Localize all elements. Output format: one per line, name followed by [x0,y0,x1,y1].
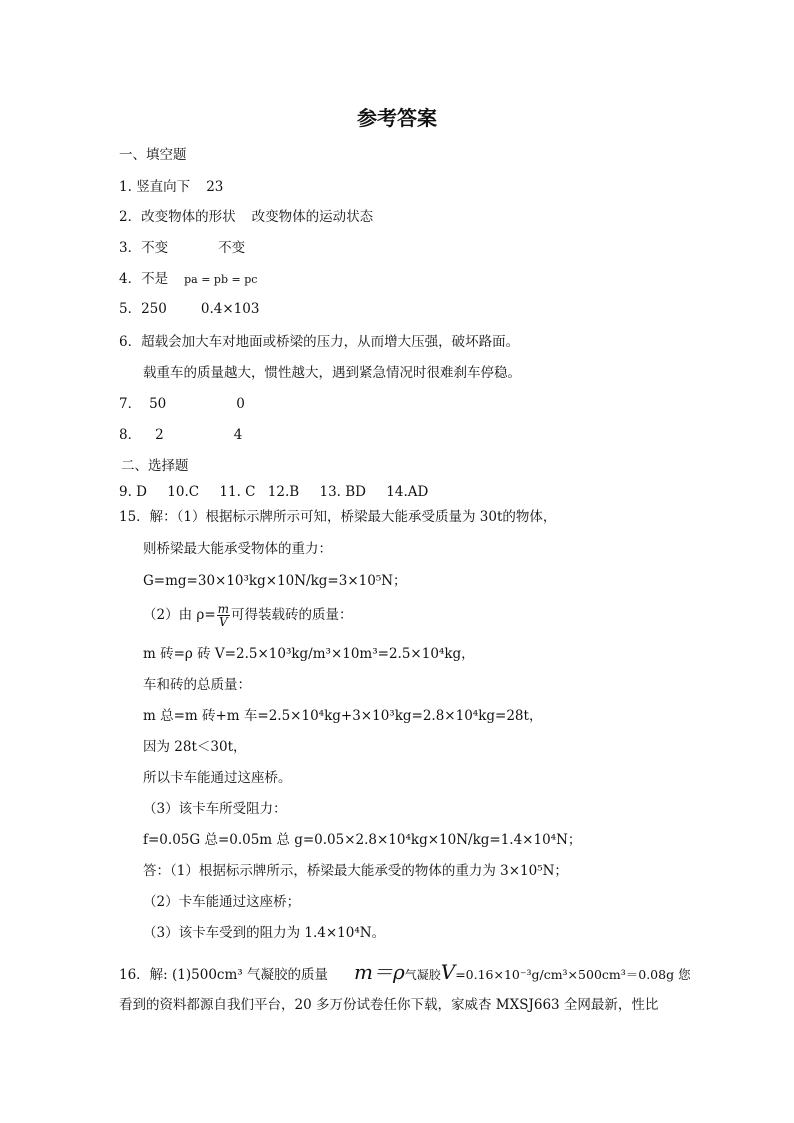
q15-line-7: m 总=m 砖+m 车=2.5×10⁴kg+3×10³kg=2.8×10⁴kg=28t， [143,708,543,724]
q15-line-10: （3）该卡车所受阻力： [143,801,287,817]
q15-line-9: 所以卡车能通过这座桥。 [143,770,292,786]
page-title: 参考答案 [357,106,437,130]
density-fraction: $\frac{m}{V}$ [217,602,230,629]
q15-line-5: m 砖=ρ 砖 V=2.5×10³kg/m³×10m³=2.5×10⁴kg， [143,646,475,662]
q15-line-13: （2）卡车能通过这座桥； [143,894,301,910]
answer-6-line-1: 6．超载会加大车对地面或桥梁的压力，从而增大压强，破坏路面。 [119,334,520,350]
answer-6-line-2: 载重车的质量越大，惯性越大，遇到紧急情况时很难刹车停稳。 [143,365,521,381]
q15-line-2: 则桥梁最大能承受物体的重力： [143,541,332,557]
q15-line-3: G=mg=30×10³kg×10N/kg=3×10⁵N； [143,573,407,589]
q16-line-2: 看到的资料都源自我们平台，20 多万份试卷任你下载，家威杏 MXSJ663 全网最新，性比 [119,997,659,1013]
section-fill-in: 一、填空题 [119,147,187,163]
q15-line-4: （2）由 ρ= $\frac{m}{V}$ 可得装载砖的质量： [143,602,353,629]
q15-line-12: 答：（1）根据标示牌所示，桥梁最大能承受的物体的重力为 3×10⁵N； [143,863,568,879]
q16-line-1: 16．解: (1)500cm³ 气凝胶的质量 m＝ρ气凝胶V=0.16×10⁻³g/cm³×500cm³＝0.08g 您 [119,960,691,984]
q15-line-1: 15．解：（1）根据标示牌所示可知，桥梁最大能承受质量为 30t的物体， [119,509,557,525]
answer-5: 5．250 0.4×103 [119,301,260,317]
answer-2: 2．改变物体的形状 改变物体的运动状态 [119,209,374,225]
q15-line-8: 因为 28t＜30t， [143,739,247,755]
answer-7: 7． 50 0 [119,396,245,412]
q15-line-6: 车和砖的总质量： [143,677,251,693]
q15-line-14: （3）该卡车受到的阻力为 1.4×10⁴N。 [143,925,386,941]
answer-1: 1. 竖直向下 23 [119,179,224,195]
q15-line-11: f=0.05G 总=0.05m 总 g=0.05×2.8×10⁴kg×10N/kg=1.4×10⁴N； [143,832,582,848]
answer-3: 3．不变 不变 [119,240,246,256]
choice-answers: 9. D 10.C 11. C 12.B 13. BD 14.AD [119,484,429,500]
section-choice: 二、选择题 [121,458,189,474]
answer-4: 4．不是 pa = pb = pc [119,271,258,287]
answer-8: 8． 2 4 [119,427,243,443]
